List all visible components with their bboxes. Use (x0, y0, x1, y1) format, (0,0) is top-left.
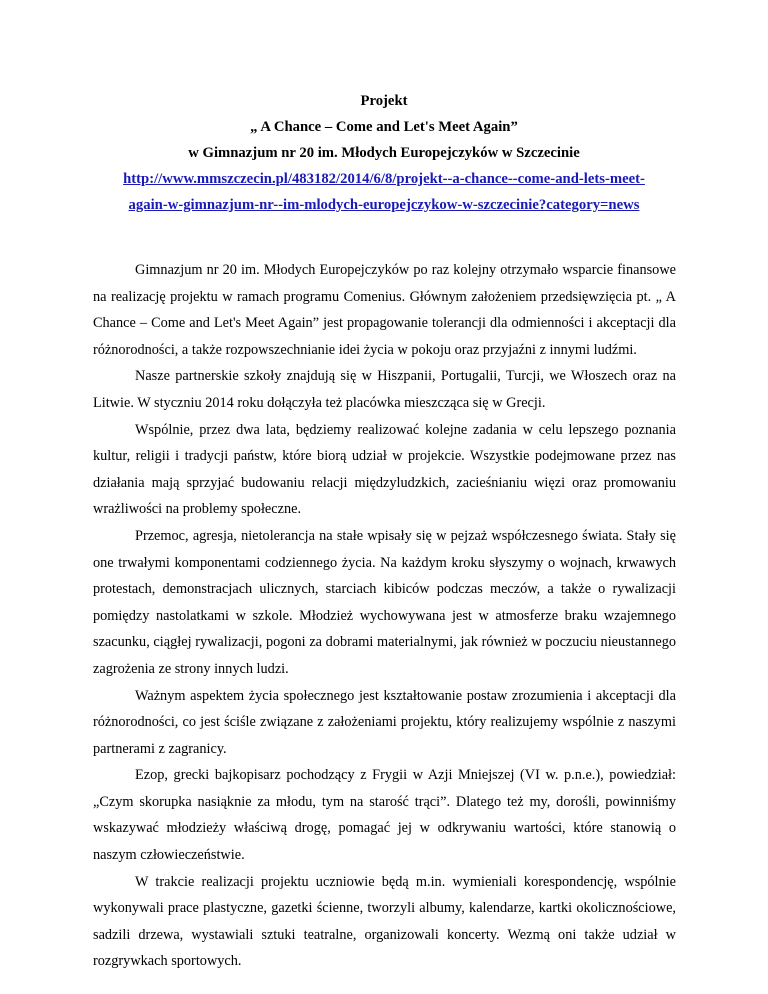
document-header (100, 88, 668, 218)
paragraph-6: Ezop, grecki bajkopisarz pochodzący z Frygii w Azji Mniejszej (VI w. p.n.e.), powiedział: „Czym skorupka nasiąknie za młodu, tym na starość trąci”. Dlatego też my, dorośli, powinniśmy wskazywać młodzieży właściwą drogę, pomagać jej w odkrywaniu wartości, które stanowią o naszym człowieczeństwie. (93, 767, 676, 864)
paragraph-5: Ważnym aspektem życia społecznego jest kształtowanie postaw zrozumienia i akceptacji dla różnorodności, co jest ściśle związane z założeniami projektu, który realizujemy wspólnie z naszymi partnerami z zagranicy. (93, 687, 676, 757)
document-title: Projekt (360, 93, 408, 109)
source-link-line-1: http://www.mmszczecin.pl/483182/2014/6/8/projekt--a-chance--come-and-lets-meet- (123, 171, 645, 187)
document-body (93, 257, 676, 975)
paragraph-3: Wspólnie, przez dwa lata, będziemy realizować kolejne zadania w celu lepszego poznania kultur, religii i tradycji państw, które biorą udział w projekcie. Wszystkie podejmowane przez nas działania mają sprzyjać budowaniu relacji międzyludzkich, zacieśnianiu więzi oraz promowaniu wrażliwości na problemy społeczne. (93, 421, 676, 518)
project-name: „ A Chance – Come and Let's Meet Again” (250, 119, 518, 135)
school-line: w Gimnazjum nr 20 im. Młodych Europejczyków w Szczecinie (188, 145, 580, 161)
paragraph-7: W trakcie realizacji projektu uczniowie będą m.in. wymieniali korespondencję, wspólnie wykonywali prace plastyczne, gazetki ścienne, tworzyli albumy, kalendarze, kartki okolicznościowe, sadzili drzewa, wystawiali sztuki teatralne, organizowali koncerty. Wezmą oni także udział w rozgrywkach sportowych. (93, 873, 676, 970)
paragraph-4: Przemoc, agresja, nietolerancja na stałe wpisały się w pejzaż współczesnego świata. Stały się one trwałymi komponentami codziennego życia. Na każdym kroku słyszymy o wojnach, krwawych protestach, demonstracjach ulicznych, starciach kibiców podczas meczów, a także o rywalizacji pomiędzy nastolatkami w szkole. Młodzież wychowywana jest w atmosferze braku wzajemnego szacunku, ciągłej rywalizacji, pogoni za dobrami materialnymi, jak również w poczuciu nieustannego zagrożenia ze strony innych ludzi. (93, 527, 676, 677)
source-link[interactable] (100, 166, 668, 218)
paragraph-2: Nasze partnerskie szkoły znajdują się w Hiszpanii, Portugalii, Turcji, we Włoszech oraz na Litwie. W styczniu 2014 roku dołączyła też placówka mieszcząca się w Grecji. (93, 368, 676, 411)
source-link-line-2: again-w-gimnazjum-nr--im-mlodych-europejczykow-w-szczecinie?category=news (128, 197, 640, 213)
paragraph-1: Gimnazjum nr 20 im. Młodych Europejczyków po raz kolejny otrzymało wsparcie finansowe na realizację projektu w ramach programu Comenius. Głównym założeniem przedsięwzięcia pt. „ A Chance – Come and Let's Meet Again” jest propagowanie tolerancji dla odmienności i akceptacji dla różnorodności, a także rozpowszechnianie idei życia w pokoju oraz przyjaźni z innymi ludźmi. (93, 262, 676, 358)
